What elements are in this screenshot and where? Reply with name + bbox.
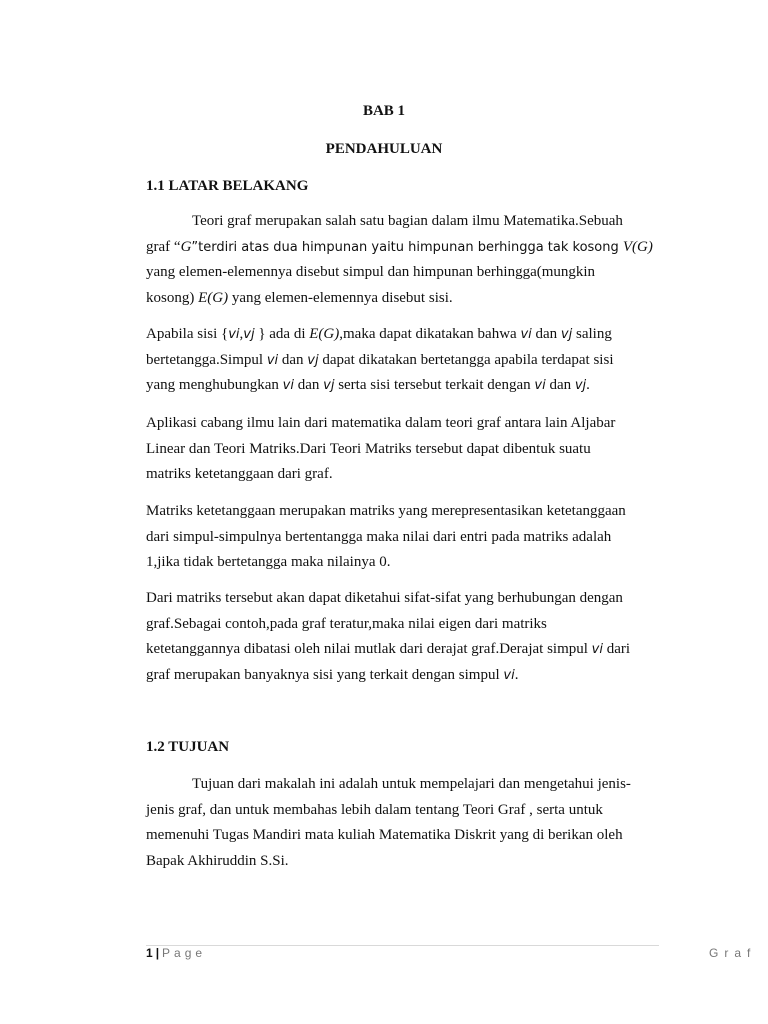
paragraph-matriks-ketetanggaan: Matriks ketetanggaan merupakan matriks yang merepresentasikan ketetanggaan dari simpul-simpulnya bertentangga maka nilai dari entri pada matriks adalah 1,jika tidak bertetangga maka nilainya 0. <box>146 503 626 570</box>
footer-divider <box>146 945 659 946</box>
chapter-title: PENDAHULUAN <box>325 141 443 157</box>
chapter-number: BAB 1 <box>362 103 406 119</box>
paragraph-sifat-sifat: Dari matriks tersebut akan dapat diketahui sifat-sifat yang berhubungan dengan graf.Sebagai contoh,pada graf teratur,maka nilai eigen dari matriks ketetanggannya dibatasi oleh nilai mutlak dari derajat graf.Derajat simpul vi dari graf merupakan banyaknya sisi yang terkait dengan simpul vi. <box>146 590 631 683</box>
section-heading-tujuan: 1.2 TUJUAN <box>146 739 230 755</box>
section-heading-latar-belakang: 1.1 LATAR BELAKANG <box>146 178 309 194</box>
paragraph-tujuan: Tujuan dari makalah ini adalah untuk mempelajari dan mengetahui jenis- jenis graf, dan untuk membahas lebih dalam tentang Teori Graf , serta untuk memenuhi Tugas Mandiri mata kuliah Matematika Diskrit yang di berikan oleh Bapak Akhiruddin S.Si. <box>146 776 631 869</box>
footer-document-title: Graf <box>709 946 757 960</box>
paragraph-aplikasi: Aplikasi cabang ilmu lain dari matematika dalam teori graf antara lain Aljabar Linear dan Teori Matriks.Dari Teori Matriks tersebut dapat dibentuk suatu matriks ketetanggaan dari graf. <box>146 415 616 482</box>
paragraph-sisi-bertetangga: Apabila sisi {vi,vj } ada di E(G),maka dapat dikatakan bahwa vi dan vj saling bertetangga.Simpul vi dan vj dapat dikatakan bertetangga apabila terdapat sisi yang menghubungkan vi dan vj serta sisi tersebut terkait dengan vi dan vj. <box>146 326 614 393</box>
footer-page-number: 1 | Page <box>146 946 207 960</box>
paragraph-teori-graf: Teori graf merupakan salah satu bagian dalam ilmu Matematika.Sebuah graf “G”terdiri atas dua himpunan yaitu himpunan berhingga tak kosong V(G) yang elemen-elemennya disebut simpul dan himpunan berhingga(mungkin kosong) E(G) yang elemen-elemennya disebut sisi. <box>146 213 653 306</box>
